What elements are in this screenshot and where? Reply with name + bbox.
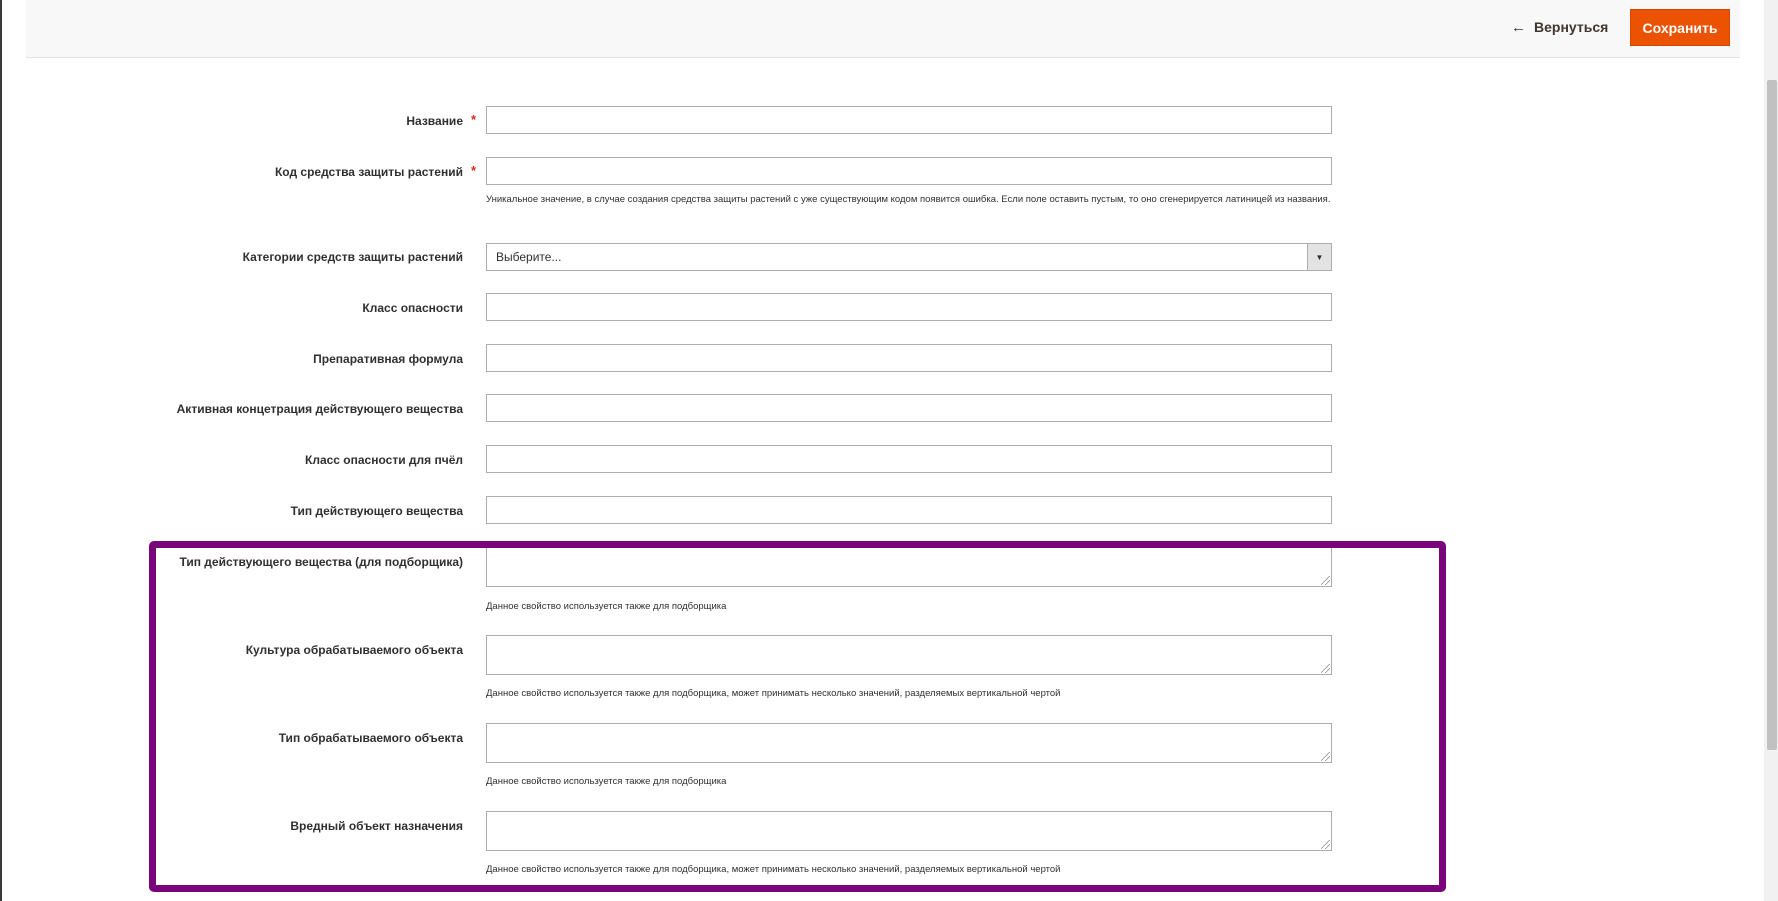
field-label-active-concentration: Активная концетрация действующего вещества	[176, 402, 463, 416]
harmful-object-field-note: Данное свойство используется также для подборщика, может принимать несколько значений, разделяемых вертикальной чертой	[486, 864, 1061, 875]
scrollbar-thumb[interactable]	[1767, 80, 1777, 750]
field-label-formulation: Препаративная формула	[313, 352, 463, 366]
resize-handle-icon[interactable]	[1321, 752, 1330, 761]
required-marker: *	[471, 112, 477, 127]
save-button[interactable]: Сохранить	[1630, 9, 1730, 46]
active-substance-type-picker-textarea[interactable]	[486, 547, 1332, 587]
field-label-code: Код средства защиты растений	[274, 165, 463, 179]
resize-handle-icon[interactable]	[1321, 576, 1330, 585]
picker-field-note: Данное свойство используется также для подборщика	[486, 601, 727, 612]
bee-hazard-class-input[interactable]	[486, 445, 1332, 473]
field-label-name: Название	[406, 114, 463, 128]
hazard-class-input[interactable]	[486, 293, 1332, 321]
back-button[interactable]	[1511, 16, 1608, 38]
resize-handle-icon[interactable]	[1321, 664, 1330, 673]
object-type-field-note: Данное свойство используется также для подборщика	[486, 776, 727, 787]
categories-select[interactable]	[486, 243, 1332, 271]
field-label-harmful-object: Вредный объект назначения	[290, 819, 463, 833]
code-input[interactable]	[486, 157, 1332, 185]
formulation-input[interactable]	[486, 344, 1332, 372]
arrow-left-icon: ←	[1511, 18, 1526, 36]
crop-field-note: Данное свойство используется также для подборщика, может принимать несколько значений, разделяемых вертикальной чертой	[486, 688, 1061, 699]
name-input[interactable]	[486, 106, 1332, 134]
required-marker: *	[471, 163, 477, 178]
resize-handle-icon[interactable]	[1321, 840, 1330, 849]
chevron-down-icon[interactable]: ▼	[1307, 244, 1331, 270]
page-actions-bar	[26, 0, 1740, 58]
product-edit-page	[26, 0, 1740, 901]
crop-textarea[interactable]	[486, 635, 1332, 675]
active-concentration-input[interactable]	[486, 394, 1332, 422]
categories-select-value: Выберите...	[496, 250, 562, 264]
window-edge	[0, 0, 2, 901]
active-substance-type-input[interactable]	[486, 496, 1332, 524]
field-label-bee-hazard-class: Класс опасности для пчёл	[305, 453, 463, 467]
object-type-textarea[interactable]	[486, 723, 1332, 763]
field-label-categories: Категории средств защиты растений	[242, 250, 463, 264]
field-label-hazard-class: Класс опасности	[362, 301, 463, 315]
field-label-crop: Культура обрабатываемого объекта	[245, 643, 463, 657]
harmful-object-textarea[interactable]	[486, 811, 1332, 851]
field-label-active-substance-type: Тип действующего вещества	[290, 504, 463, 518]
field-label-object-type: Тип обрабатываемого объекта	[278, 731, 463, 745]
back-button-label: Вернуться	[1534, 19, 1609, 35]
field-label-active-substance-type-picker: Тип действующего вещества (для подборщика)	[179, 555, 463, 569]
code-field-note: Уникальное значение, в случае создания средства защиты растений с уже существующим кодом появится ошибка. Если поле оставить пустым, то оно сгенерируется латиницей из названия.	[486, 194, 1331, 205]
